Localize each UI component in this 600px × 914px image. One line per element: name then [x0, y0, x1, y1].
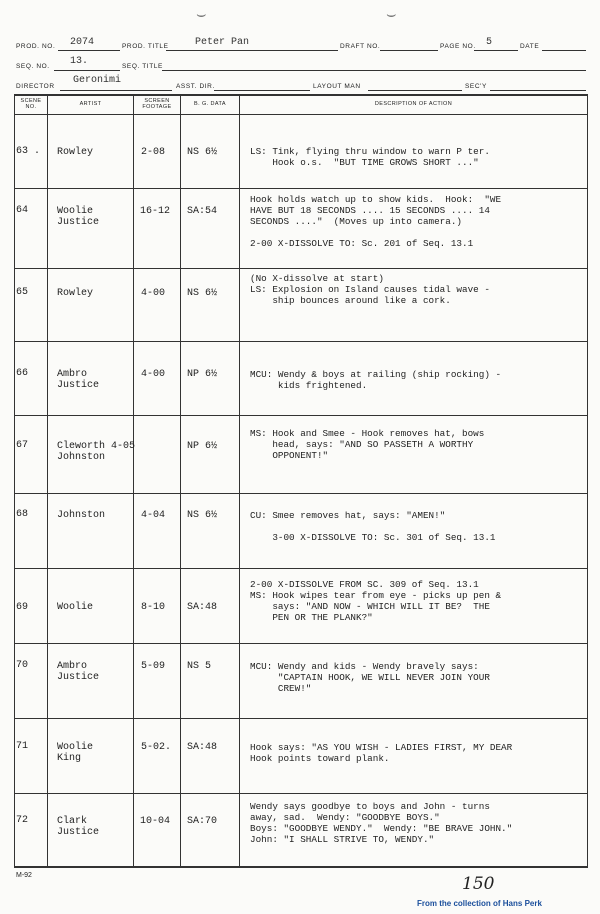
bg-data-cell: NS 6½ — [187, 510, 218, 521]
scene-number: 72 — [16, 815, 29, 826]
footage-cell: 10-04 — [140, 816, 171, 827]
description-cell: MCU: Wendy & boys at railing (ship rocking) - kids frightened. — [250, 369, 502, 391]
table-bottom-rule — [14, 866, 588, 868]
column-header-description: DESCRIPTION OF ACTION — [374, 101, 453, 107]
rule — [542, 50, 586, 51]
bg-data-cell: SA:54 — [187, 206, 218, 217]
footage-cell: 5-09 — [141, 661, 166, 672]
prod-no-value: 2074 — [70, 37, 95, 48]
row-divider — [14, 268, 588, 269]
bg-data-cell: SA:48 — [187, 602, 218, 613]
footage-cell: 4-00 — [141, 288, 166, 299]
description-cell: Hook holds watch up to show kids. Hook: "WE HAVE BUT 18 SECONDS .... 15 SECONDS .... 14 SECONDS ...." (Moves up into camera.) 2-00 X-DISSOLVE TO: Sc. 201 of Seq. 13.1 — [250, 194, 502, 249]
bg-data-cell: NS 6½ — [187, 147, 218, 158]
table-header-rule — [14, 114, 588, 115]
page-no-label: PAGE NO. — [440, 43, 476, 50]
artist-cell: Woolie — [57, 602, 94, 613]
row-divider — [14, 188, 588, 189]
footage-cell: 5-02. — [141, 742, 172, 753]
layout-man-label: LAYOUT MAN — [313, 83, 361, 90]
table-top-rule — [14, 94, 588, 96]
bg-data-cell: NP 6½ — [187, 441, 218, 452]
row-divider — [14, 415, 588, 416]
seq-no-label: SEQ. NO. — [16, 63, 50, 70]
description-cell: MS: Hook and Smee - Hook removes hat, bows head, says: "AND SO PASSETH A WORTHY OPPONENT!" — [250, 428, 485, 461]
artist-cell: Woolie Justice — [57, 206, 100, 228]
bg-data-cell: SA:70 — [187, 816, 218, 827]
artist-cell: Johnston — [57, 510, 106, 521]
prod-title-label: PROD. TITLE — [122, 43, 169, 50]
collection-credit: From the collection of Hans Perk — [417, 899, 542, 908]
artist-cell: Woolie King — [57, 742, 94, 764]
column-header-scene: SCENE NO. — [20, 98, 42, 110]
description-cell: LS: Tink, flying thru window to warn P ter. Hook o.s. "BUT TIME GROWS SHORT ..." — [250, 146, 490, 168]
rule — [166, 50, 338, 51]
seq-title-label: SEQ. TITLE — [122, 63, 163, 70]
artist-cell: Clark Justice — [57, 816, 100, 838]
asst-dir-label: ASST. DIR. — [176, 83, 215, 90]
scene-number: 65 — [16, 287, 29, 298]
artist-cell: Rowley — [57, 288, 94, 299]
artist-cell: Ambro Justice — [57, 369, 100, 391]
director-value: Geronimi — [73, 75, 122, 86]
rule — [214, 90, 310, 91]
description-cell: MCU: Wendy and kids - Wendy bravely says: "CAPTAIN HOOK, WE WILL NEVER JOIN YOUR CREW!" — [250, 661, 490, 694]
table-left-border — [14, 94, 15, 867]
row-divider — [14, 643, 588, 644]
column-header-artist: ARTIST — [79, 101, 102, 107]
scene-number: 63 . — [16, 146, 41, 157]
row-divider — [14, 718, 588, 719]
footage-cell: 4-04 — [141, 510, 166, 521]
description-cell: Hook says: "AS YOU WISH - LADIES FIRST, MY DEAR Hook points toward plank. — [250, 742, 513, 764]
column-divider — [47, 94, 48, 867]
footage-cell: 4-00 — [141, 369, 166, 380]
artist-cell: Ambro Justice — [57, 661, 100, 683]
rule — [162, 70, 586, 71]
artist-cell: Rowley — [57, 147, 94, 158]
rule — [380, 50, 438, 51]
scene-number: 68 — [16, 509, 29, 520]
rule — [54, 70, 120, 71]
rule — [490, 90, 586, 91]
bg-data-cell: NP 6½ — [187, 369, 218, 380]
bg-data-cell: NS 5 — [187, 661, 212, 672]
footage-cell: 16-12 — [140, 206, 171, 217]
description-cell: CU: Smee removes hat, says: "AMEN!" 3-00 X-DISSOLVE TO: Sc. 301 of Seq. 13.1 — [250, 510, 496, 543]
footage-cell: 8-10 — [141, 602, 166, 613]
bg-data-cell: SA:48 — [187, 742, 218, 753]
rule — [60, 90, 172, 91]
page-no-value: 5 — [486, 37, 493, 48]
binder-hole-mark: ⌣ — [196, 6, 207, 24]
description-cell: (No X-dissolve at start) LS: Explosion on Island causes tidal wave - ship bounces around like a cork. — [250, 273, 490, 306]
footage-cell: 2-08 — [141, 147, 166, 158]
row-divider — [14, 341, 588, 342]
form-code: M-92 — [16, 872, 32, 879]
folio-number: 150 — [462, 874, 495, 894]
rule — [368, 90, 462, 91]
description-cell: 2-00 X-DISSOLVE FROM SC. 309 of Seq. 13.1 MS: Hook wipes tear from eye - picks up pen & says: "AND NOW - WHICH WILL IT BE? THE PEN OR THE PLANK?" — [250, 579, 502, 623]
rule — [58, 50, 120, 51]
draft-no-label: DRAFT NO. — [340, 43, 381, 50]
scene-number: 70 — [16, 660, 29, 671]
column-header-footage: SCREEN FOOTAGE — [142, 98, 172, 110]
scene-number: 64 — [16, 205, 29, 216]
scene-number: 66 — [16, 368, 29, 379]
rule — [474, 50, 518, 51]
scene-number: 71 — [16, 741, 29, 752]
column-divider — [133, 94, 134, 867]
description-cell: Wendy says goodbye to boys and John - turns away, sad. Wendy: "GOODBYE BOYS." Boys: "GOODBYE WENDY." Wendy: "BE BRAVE JOHN." John: "I SHALL STRIVE TO, WENDY." — [250, 801, 513, 845]
scene-number: 67 — [16, 440, 29, 451]
date-label: DATE — [520, 43, 540, 50]
seq-no-value: 13. — [70, 56, 89, 67]
table-right-border — [587, 94, 588, 867]
row-divider — [14, 493, 588, 494]
column-divider — [180, 94, 181, 867]
prod-title-value: Peter Pan — [195, 37, 250, 48]
column-header-bg-data: B. G. DATA — [194, 101, 226, 107]
row-divider — [14, 568, 588, 569]
secy-label: SEC'Y — [465, 83, 487, 90]
bg-data-cell: NS 6½ — [187, 288, 218, 299]
scene-number: 69 — [16, 602, 29, 613]
column-divider — [239, 94, 240, 867]
artist-cell: Cleworth 4-05 Johnston — [57, 441, 136, 463]
director-label: DIRECTOR — [16, 83, 55, 90]
binder-hole-mark: ⌣ — [386, 6, 397, 24]
row-divider — [14, 793, 588, 794]
prod-no-label: PROD. NO. — [16, 43, 56, 50]
